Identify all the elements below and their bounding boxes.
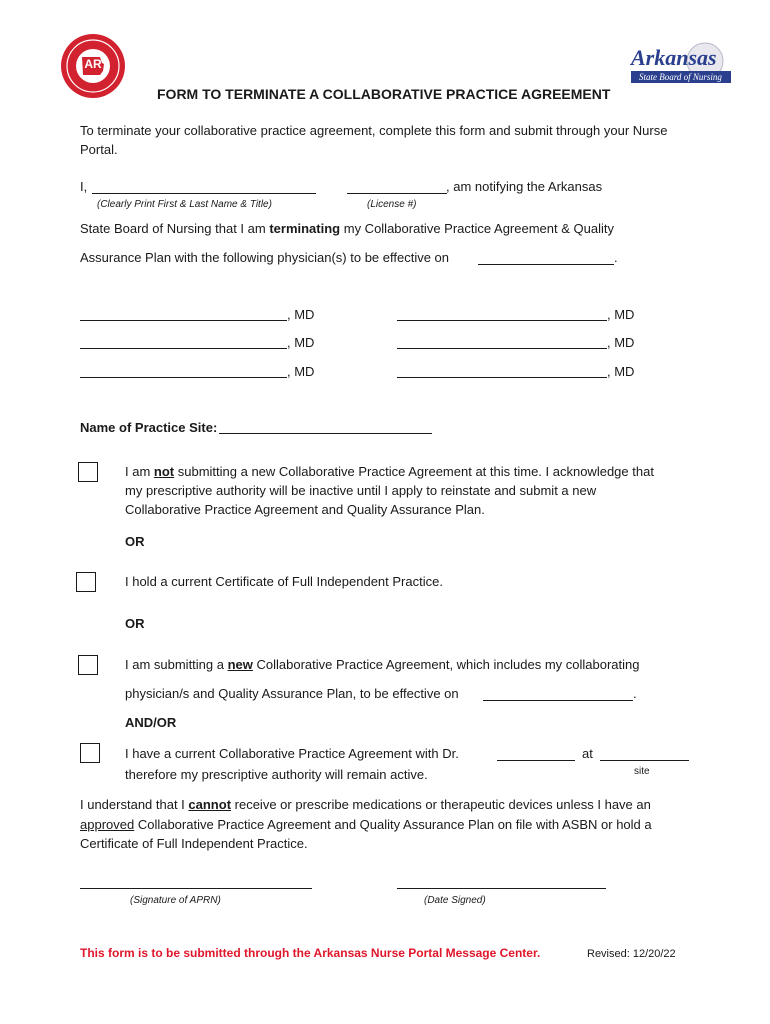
physician-field-2[interactable] bbox=[397, 320, 607, 321]
opt1-line2: my prescriptive authority will be inactive until I apply to reinstate and submit a new bbox=[125, 483, 597, 498]
intro-paragraph: To terminate your collaborative practice agreement, complete this form and submit through your Nurse Portal. bbox=[80, 123, 668, 157]
md-label: , MD bbox=[607, 335, 635, 350]
option-current-agreement: I have a current Collaborative Practice Agreement with Dr. bbox=[125, 746, 459, 761]
opt3-period: . bbox=[633, 686, 637, 701]
full-independent-checkbox[interactable] bbox=[76, 572, 96, 592]
at-label: at bbox=[582, 746, 593, 761]
site-caption: site bbox=[634, 766, 650, 777]
terminate-statement bbox=[80, 221, 614, 237]
option-new-agreement bbox=[125, 657, 640, 673]
opt1-line3: Collaborative Practice Agreement and Quality Assurance Plan. bbox=[125, 502, 485, 517]
physician-field-6[interactable] bbox=[397, 377, 607, 378]
understand-line1 bbox=[80, 797, 651, 813]
arkansas-board-logo bbox=[627, 41, 733, 85]
not-emphasis: not bbox=[153, 464, 175, 479]
logo-subtitle: State Board of Nursing bbox=[639, 72, 722, 82]
or-separator-1: OR bbox=[125, 534, 145, 549]
practice-site-field[interactable] bbox=[219, 433, 432, 434]
footer-notice: This form is to be submitted through the Arkansas Nurse Portal Message Center. bbox=[80, 946, 541, 960]
date-signed-field[interactable] bbox=[397, 888, 606, 889]
md-label: , MD bbox=[287, 335, 315, 350]
physician-field-1[interactable] bbox=[80, 320, 287, 321]
effective-date-period: . bbox=[614, 250, 618, 265]
effective-date-statement: Assurance Plan with the following physician(s) to be effective on bbox=[80, 250, 450, 265]
or-separator-2: OR bbox=[125, 616, 145, 631]
terminate-post: my Collaborative Practice Agreement & Quality bbox=[340, 221, 614, 236]
opt1-post: submitting a new Collaborative Practice Agreement at this time. I acknowledge that bbox=[174, 464, 654, 479]
opt3-line2: physician/s and Quality Assurance Plan, to be effective on bbox=[125, 686, 459, 701]
opt3-pre: I am submitting a bbox=[125, 657, 228, 672]
physician-field-4[interactable] bbox=[397, 348, 607, 349]
not-submitting-checkbox[interactable] bbox=[78, 462, 98, 482]
opt4-line2: therefore my prescriptive authority will remain active. bbox=[125, 767, 428, 782]
signature-field[interactable] bbox=[80, 888, 312, 889]
revised-date: Revised: 12/20/22 bbox=[587, 948, 676, 960]
new-agreement-checkbox[interactable] bbox=[78, 655, 98, 675]
md-label: , MD bbox=[287, 307, 315, 322]
option-full-independent: I hold a current Certificate of Full Independent Practice. bbox=[125, 574, 443, 589]
opt3-post: Collaborative Practice Agreement, which includes my collaborating bbox=[252, 657, 640, 672]
form-title: FORM TO TERMINATE A COLLABORATIVE PRACTICE AGREEMENT bbox=[157, 86, 611, 102]
option-not-submitting bbox=[125, 464, 654, 480]
logo-wordmark: Arkansas bbox=[631, 45, 717, 70]
notify-text: , am notifying the Arkansas bbox=[446, 179, 603, 194]
approved-emphasis: approved bbox=[80, 817, 135, 832]
name-prefix: I, bbox=[80, 179, 88, 194]
name-caption: (Clearly Print First & Last Name & Title) bbox=[97, 199, 272, 210]
physician-field-3[interactable] bbox=[80, 348, 287, 349]
terminate-pre: State Board of Nursing that I am bbox=[80, 221, 270, 236]
license-caption: (License #) bbox=[367, 199, 417, 210]
new-emphasis: new bbox=[227, 657, 253, 672]
signature-caption: (Signature of APRN) bbox=[130, 895, 221, 906]
date-caption: (Date Signed) bbox=[424, 895, 486, 906]
md-label: , MD bbox=[607, 307, 635, 322]
seal-letters: AR bbox=[84, 57, 102, 71]
physician-field-5[interactable] bbox=[80, 377, 287, 378]
understand-line2 bbox=[80, 817, 652, 833]
md-label: , MD bbox=[287, 364, 315, 379]
understand-post: receive or prescribe medications or therapeutic devices unless I have an bbox=[231, 797, 651, 812]
current-agreement-checkbox[interactable] bbox=[80, 743, 100, 763]
understand-line3: Certificate of Full Independent Practice. bbox=[80, 836, 308, 851]
understand-line2-post: Collaborative Practice Agreement and Quality Assurance Plan on file with ASBN or hold a bbox=[134, 817, 652, 832]
md-label: , MD bbox=[607, 364, 635, 379]
asbn-seal-logo bbox=[60, 33, 126, 99]
terminating-emphasis: terminating bbox=[269, 221, 341, 236]
new-agreement-date-field[interactable] bbox=[483, 700, 633, 701]
site-field[interactable] bbox=[600, 760, 689, 761]
name-title-field[interactable] bbox=[92, 193, 316, 194]
andor-separator: AND/OR bbox=[125, 715, 177, 730]
cannot-emphasis: cannot bbox=[188, 797, 232, 812]
practice-site-label: Name of Practice Site: bbox=[80, 420, 218, 435]
opt1-pre: I am bbox=[125, 464, 154, 479]
understand-pre: I understand that I bbox=[80, 797, 189, 812]
effective-date-field[interactable] bbox=[478, 264, 614, 265]
collaborating-doctor-field[interactable] bbox=[497, 760, 575, 761]
license-number-field[interactable] bbox=[347, 193, 447, 194]
